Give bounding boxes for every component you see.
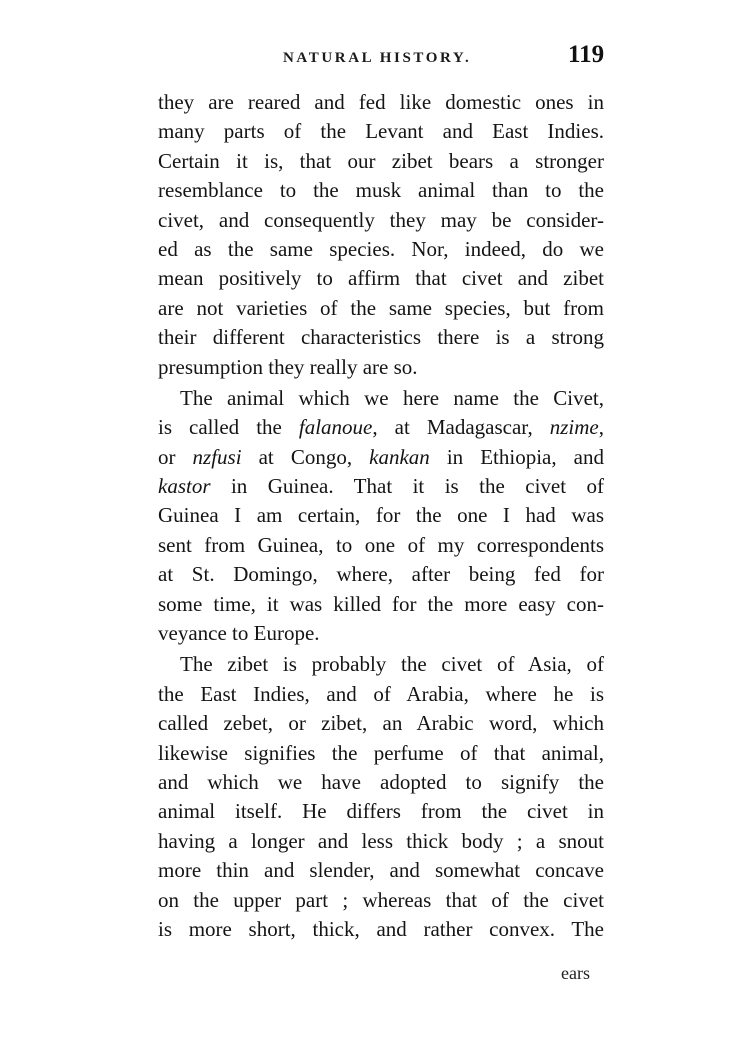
text-line: and which we have adopted to signify the (158, 769, 604, 794)
text-line: they are reared and fed like domestic ones in (158, 90, 604, 114)
text-line: Certain it is, that our zibet bears a stronger (158, 148, 604, 173)
text-line: more thin and slender, and somewhat concave (158, 858, 604, 883)
text-line: on the upper part ; whereas that of the civet (158, 887, 604, 912)
text-line: resemblance to the musk animal than to the (158, 178, 604, 203)
text-line: civet, and consequently they may be consider- (158, 207, 604, 232)
paragraph-3 (158, 650, 604, 944)
text-line: The animal which we here name the Civet, (180, 385, 604, 410)
text-line: mean positively to affirm that civet and zibet (158, 266, 604, 291)
text-line: animal itself. He differs from the civet in (158, 799, 604, 824)
text-line: having a longer and less thick body ; a snout (158, 828, 604, 853)
page-number: 119 (568, 41, 605, 68)
paragraph-1 (158, 88, 604, 382)
text-line: veyance to Europe. (158, 621, 320, 646)
text-line: are not varieties of the same species, but from (158, 295, 604, 320)
text-line: presumption they really are so. (158, 354, 418, 379)
body-text (158, 88, 604, 944)
text-line: the East Indies, and of Arabia, where he is (158, 681, 604, 706)
text-line: is called the falanoue, at Madagascar, nzime, (158, 415, 604, 440)
text-line: or nzfusi at Congo, kankan in Ethiopia, and (158, 444, 604, 469)
text-line: sent from Guinea, to one of my correspondents (158, 532, 604, 557)
text-line: many parts of the Levant and East Indies. (158, 119, 604, 144)
text-line: called zebet, or zibet, an Arabic word, which (158, 711, 604, 736)
text-line: likewise signifies the perfume of that animal, (158, 740, 604, 765)
running-head: NATURAL HISTORY. (283, 50, 472, 66)
catchword: ears (561, 963, 590, 983)
text-line: their different characteristics there is a strong (158, 325, 604, 350)
text-line: ed as the same species. Nor, indeed, do we (158, 236, 604, 261)
text-line: at St. Domingo, where, after being fed for (158, 562, 604, 587)
text-line: some time, it was killed for the more easy con- (158, 591, 604, 616)
text-line: The zibet is probably the civet of Asia, of (180, 652, 604, 677)
text-line: Guinea I am certain, for the one I had was (158, 503, 604, 528)
text-line: kastor in Guinea. That it is the civet of (158, 474, 604, 499)
text-line: is more short, thick, and rather convex. The (158, 916, 604, 941)
paragraph-2 (158, 384, 604, 649)
